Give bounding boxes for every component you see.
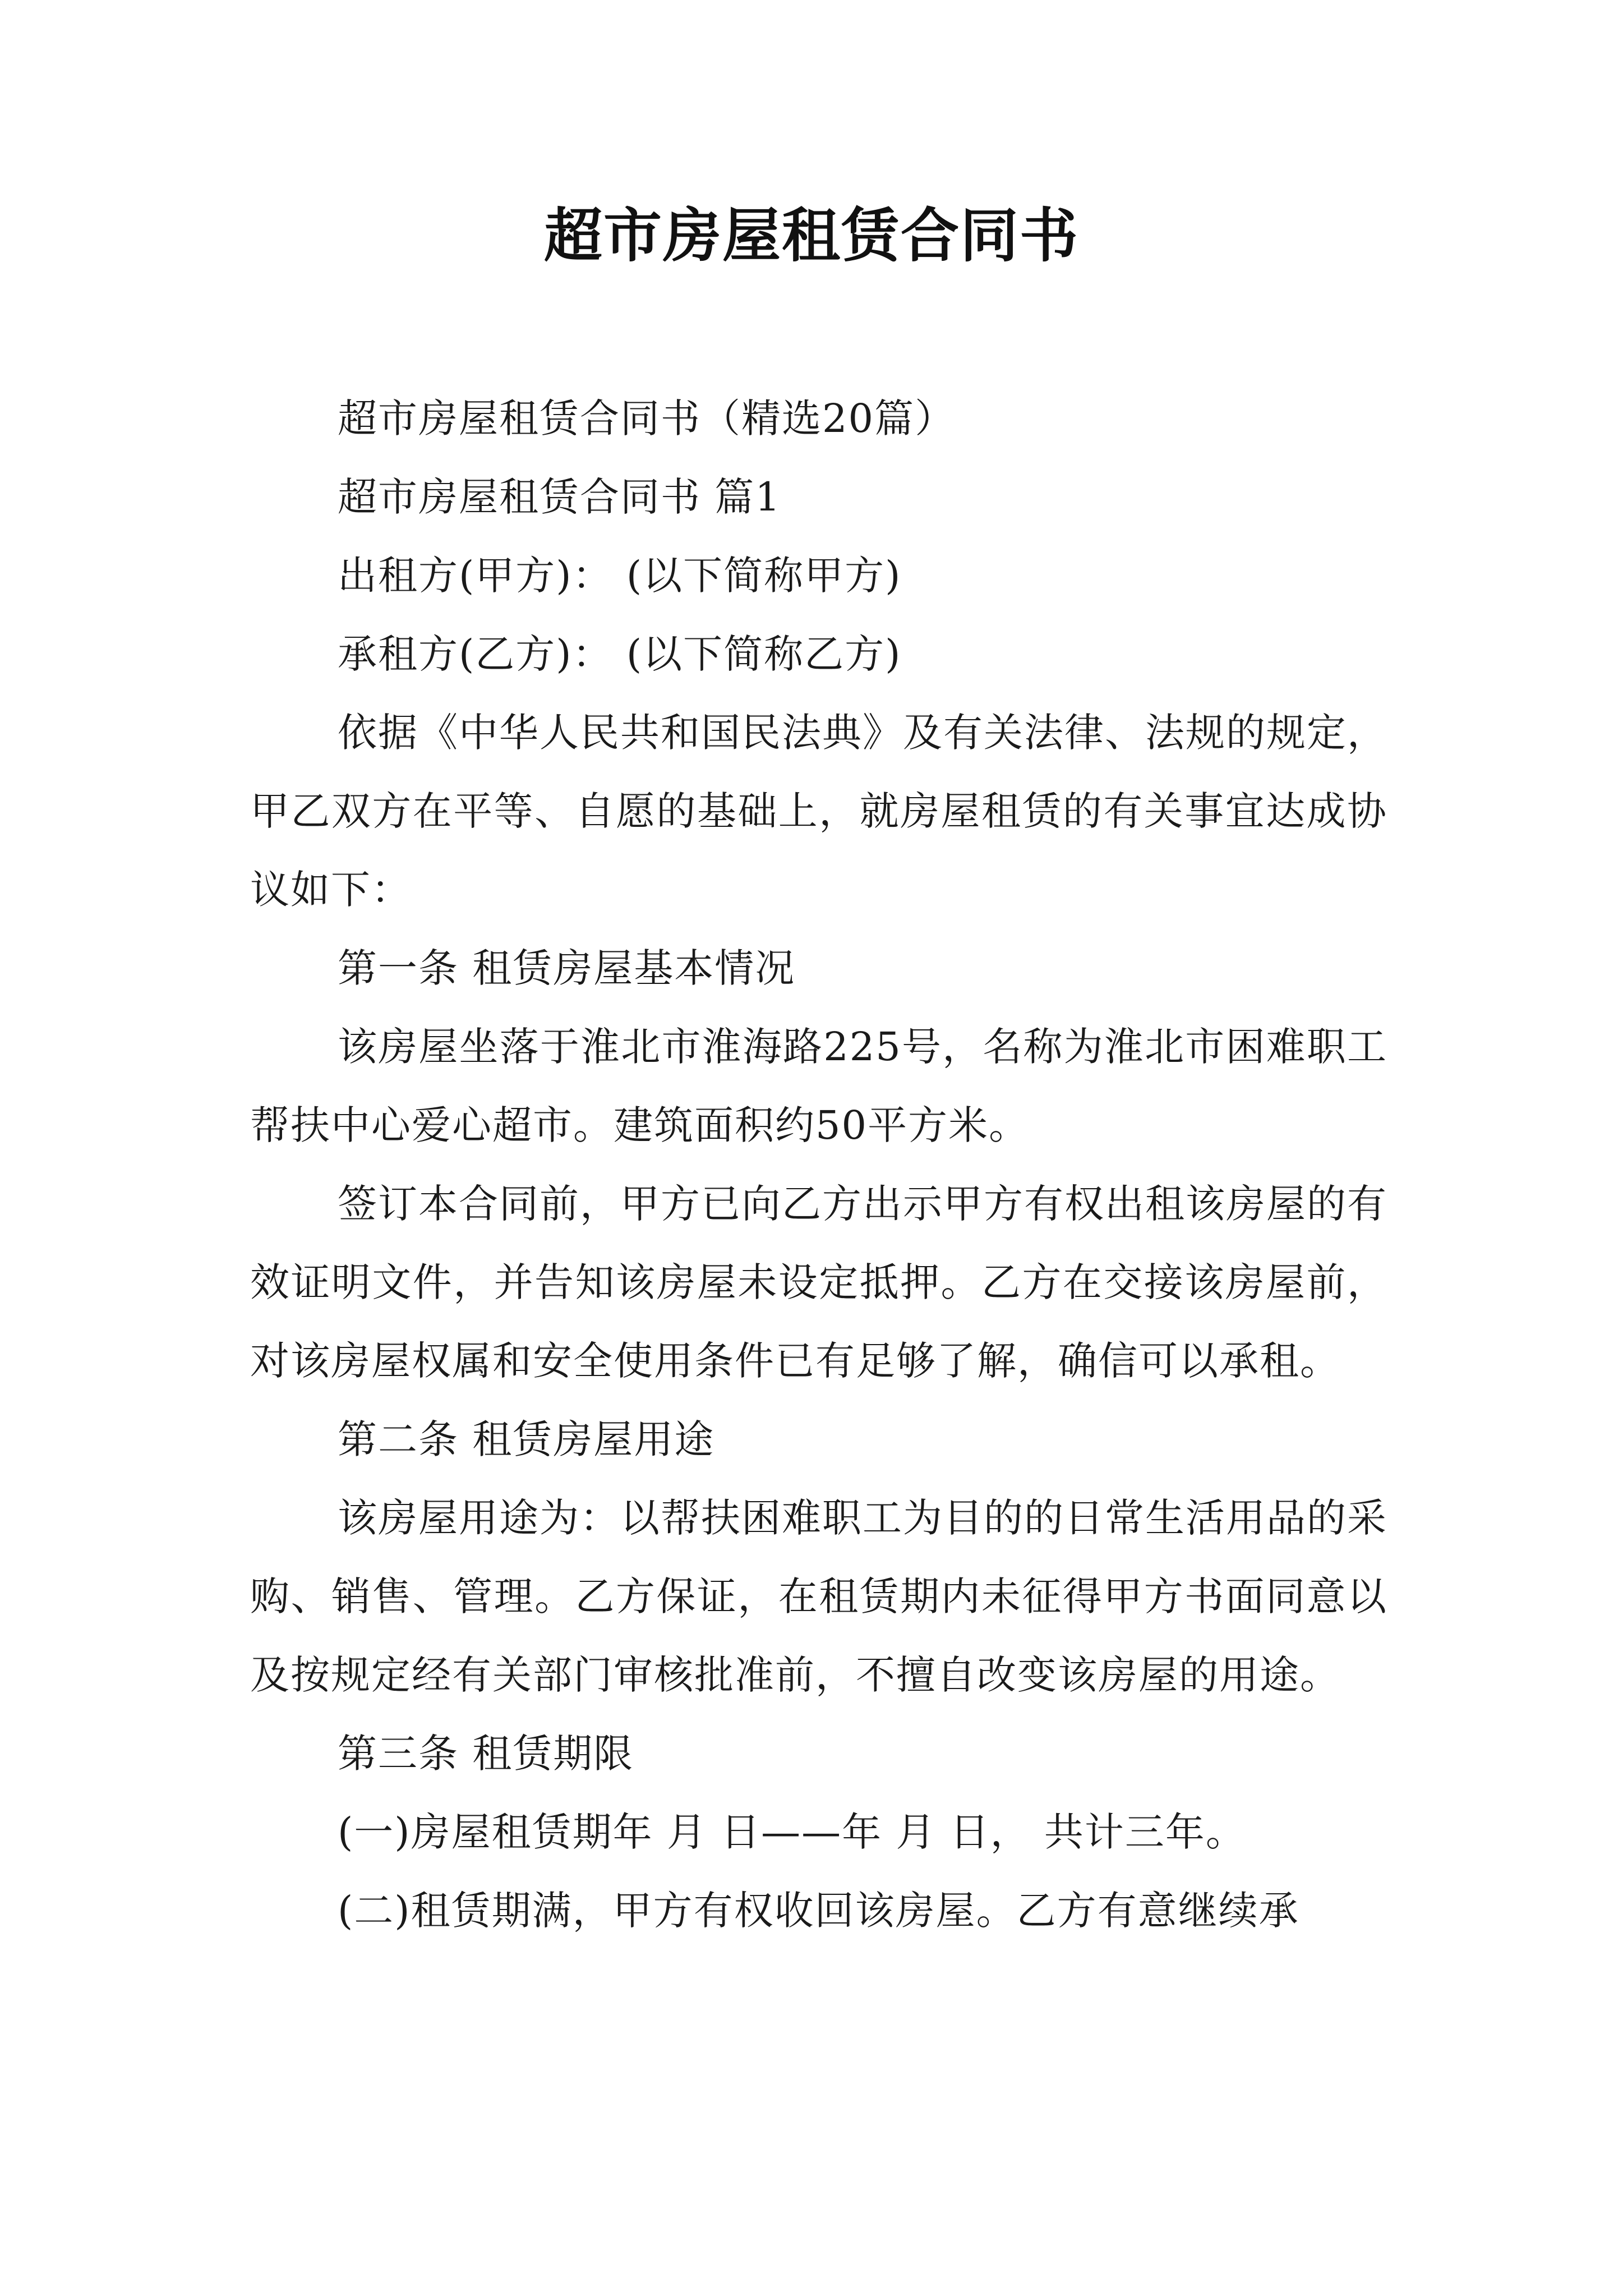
paragraph-article-2-heading: 第二条 租赁房屋用途 [338, 1416, 715, 1462]
paragraph-lessee: 承租方(乙方)： (以下简称乙方) [338, 631, 902, 677]
paragraph-article-1-certification: 签订本合同前，甲方已向乙方出示甲方有权出租该房屋的有效证明文件，并告知该房屋未设定抵押。乙方在交接该房屋前，对该房屋权属和安全使用条件已有足够了解，确信可以承租。 [250, 1181, 1387, 1384]
paragraph-section-heading: 超市房屋租赁合同书 篇1 [338, 474, 781, 520]
paragraph-article-1-location: 该房屋坐落于淮北市淮海路225号，名称为淮北市困难职工帮扶中心爱心超市。建筑面积约50平方米。 [250, 1024, 1387, 1148]
paragraph-article-2-purpose: 该房屋用途为：以帮扶困难职工为目的的日常生活用品的采购、销售、管理。乙方保证，在租赁期内未征得甲方书面同意以及按规定经有关部门审核批准前，不擅自改变该房屋的用途。 [250, 1495, 1387, 1698]
paragraph-lessor: 出租方(甲方)： (以下简称甲方) [338, 553, 902, 599]
paragraph-article-3-expiry: (二)租赁期满，甲方有权收回该房屋。乙方有意继续承 [338, 1888, 1299, 1934]
document-title: 超市房屋租赁合同书 [543, 201, 1079, 270]
paragraph-subtitle: 超市房屋租赁合同书（精选20篇） [338, 395, 956, 441]
document-body [250, 379, 1387, 1950]
paragraph-preamble: 依据《中华人民共和国民法典》及有关法律、法规的规定，甲乙双方在平等、自愿的基础上，就房屋租赁的有关事宜达成协议如下： [250, 710, 1387, 913]
paragraph-article-3-term: (一)房屋租赁期年 月 日——年 月 日， 共计三年。 [338, 1809, 1246, 1855]
paragraph-article-3-heading: 第三条 租赁期限 [338, 1731, 634, 1777]
paragraph-article-1-heading: 第一条 租赁房屋基本情况 [338, 945, 796, 991]
